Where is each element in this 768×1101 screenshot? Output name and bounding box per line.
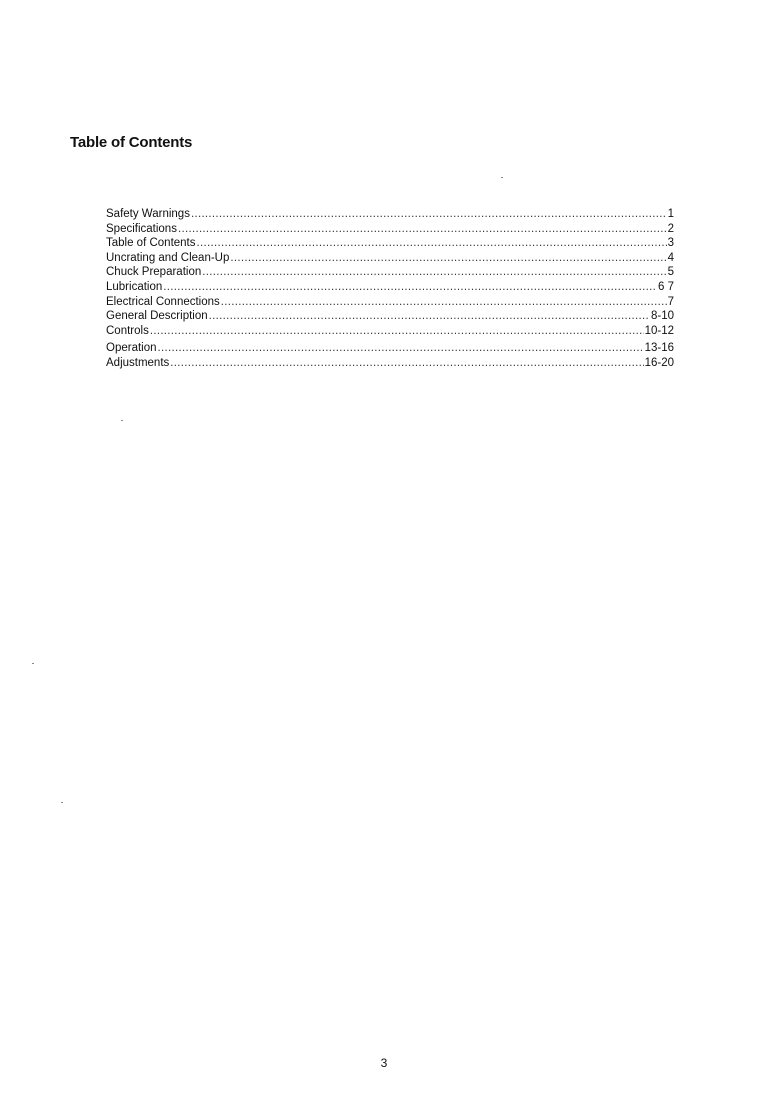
toc-entry-label: Electrical Connections	[106, 295, 220, 308]
toc-entry-electrical-connections	[106, 295, 674, 310]
toc-entry-label: Uncrating and Clean-Up	[106, 251, 230, 264]
toc-dot-leader	[191, 207, 667, 222]
toc-entry-lubrication	[106, 280, 674, 295]
toc-entry-label: Controls	[106, 324, 149, 337]
toc-dot-leader	[221, 295, 667, 310]
toc-entry-page: 4	[667, 251, 674, 264]
toc-entry-page: 2	[667, 222, 674, 235]
toc-dot-leader	[209, 309, 650, 324]
toc-entry-page: 7	[667, 295, 674, 308]
toc-entry-operation	[106, 341, 674, 356]
toc-entry-page: 16-20	[644, 356, 674, 369]
toc-entry-label: Specifications	[106, 222, 177, 235]
toc-entry-page: 3	[667, 237, 674, 250]
toc-dot-leader	[170, 356, 643, 371]
toc-dot-leader	[230, 251, 666, 266]
scan-speck	[501, 177, 503, 178]
toc-dot-leader	[150, 324, 644, 339]
toc-dot-leader	[197, 236, 667, 251]
toc-entry-adjustments	[106, 356, 674, 371]
toc-list	[106, 207, 674, 371]
toc-dot-leader	[202, 265, 666, 280]
scan-speck	[32, 663, 34, 664]
toc-entry-label: General Description	[106, 310, 208, 323]
toc-entry-page: 13-16	[644, 342, 674, 355]
toc-entry-page: 5	[667, 266, 674, 279]
toc-dot-leader	[163, 280, 657, 295]
scan-speck	[121, 420, 123, 421]
toc-entry-page: 6 7	[658, 280, 674, 293]
toc-dot-leader	[158, 341, 644, 356]
toc-entry-uncrating	[106, 251, 674, 266]
toc-entry-chuck-preparation	[106, 265, 674, 280]
toc-entry-specifications	[106, 222, 674, 237]
toc-entry-label: Operation	[106, 342, 157, 355]
toc-entry-safety-warnings	[106, 207, 674, 222]
toc-entry-label: Table of Contents	[106, 237, 196, 250]
toc-entry-general-description	[106, 309, 674, 324]
toc-entry-label: Safety Warnings	[106, 208, 190, 220]
toc-dot-leader	[178, 222, 667, 237]
toc-entry-page: 1	[667, 208, 674, 220]
toc-entry-page: 10-12	[644, 324, 674, 337]
toc-entry-label: Adjustments	[106, 356, 170, 369]
toc-entry-table-of-contents	[106, 236, 674, 251]
scan-speck	[61, 802, 63, 803]
page-title: Table of Contents	[70, 134, 193, 151]
toc-entry-label: Chuck Preparation	[106, 266, 202, 279]
toc-entry-page: 8-10	[650, 310, 674, 323]
page-number: 3	[380, 1056, 388, 1070]
toc-entry-controls	[106, 324, 674, 339]
toc-entry-label: Lubrication	[106, 280, 163, 293]
